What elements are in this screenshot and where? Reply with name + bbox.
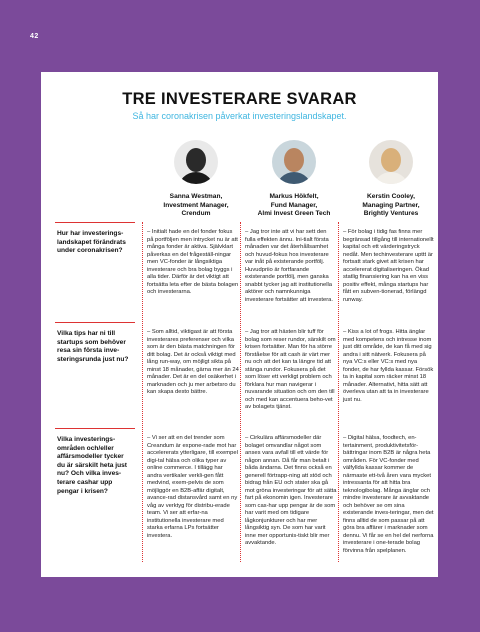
answer: – Initialt hade en del fonder fokus på portföljen men intrycket nu är att många fonder är aktiva. Självklart påverkas en del frågeställ-ningar men VC-fonder är långsiktiga investerare och bra bolag byggs i alla tider. Därför är det viktigt att fortsätta leta efter de bästa bolagen och investerarna.: [147, 229, 239, 295]
answer: – Digital hälsa, foodtech, en-tertainment, produktivitetsför-bättringar inom B2B är några heta områden. För VC-fonder med välfyllda kassar kommer de närmaste ett-två åren vara mycket intressanta för att hitta bra teknologibolag. Många änglar och mindre investerare är avvaktande och behöver se om sina existerande inves-teringar, men det finns alltid de som passar på att göra bra affärer i marknader som dennu. Vi får se en hel del nerforna investerare i one-terade bolag förvinna från spelplanen.: [343, 435, 434, 554]
avatar: [272, 140, 316, 184]
investor-2: [246, 140, 342, 219]
question: Hur har investerings-landskapet förändrats under coronakrisen?: [57, 230, 126, 255]
investor-name: Kerstin Cooley,: [367, 193, 415, 200]
column-divider: [338, 222, 339, 562]
investor-role: Investment Manager,: [163, 201, 229, 209]
row-divider: [55, 428, 135, 429]
avatar: [369, 140, 413, 184]
investor-name: Markus Hökfelt,: [269, 193, 319, 200]
column-divider: [240, 222, 241, 562]
investor-org: Crendum: [181, 210, 211, 218]
investor-name: Sanna Westman,: [169, 193, 223, 200]
answer: – För bolag i tidig fas finns mer begränsad tillgång till internationellt kapital och ett värderingstryck nedåt. Men techinvesterare upttt är fortsatt stark givet att krisen har accelererat digitaliseringen. Ökad statlig finansiering kan ha en viss positiv effekt, många startups har fått en subven-tionerad, förlängd runway.: [343, 229, 434, 303]
answer: – Jag tror att hästen blir tuff för bolag som reser rundor, särskilt om krisen fortsätter. Man för ha större förståelse för att cash är värt mer nu och att det kan ta längre tid att stänga rundor. Fokusera på det som löser ett verkligt problem och förklara hur man navigerar i nuvarande situation och om den till och med kan accentuera beho-vet av bolagets tjänst.: [245, 329, 336, 410]
investor-1: [148, 140, 244, 219]
question: Vilka investerings-områden och/eller affärsmodeller tycker du är särskilt heta just nu? Och vilka inves-terare cashar upp pengar i krisen?: [57, 436, 127, 495]
investor-role: Fund Manager,: [270, 201, 318, 209]
article-subtitle: Så har coronakrisen påverkat investeringslandskapet.: [132, 111, 347, 121]
avatar: [174, 140, 218, 184]
article-card: [41, 72, 438, 577]
question: Vilka tips har ni till startups som behöver resa sin första inve-steringsrunda just nu?: [57, 330, 129, 363]
article-title: TRE INVESTERARE SVARAR: [122, 90, 357, 108]
answer: – Jag tror inte att vi har sett den fulla effekten ännu. Ini-tialt första månaden var det återhållsamhet och huvud-fokus hos investerare var inåt på existerande portfölj. Huvudpriio är fortfarande existerande portfölj, men ganska snabbt tycker jag att institutionella aktörer och namnkunniga investerare fortsätter att investera.: [245, 229, 333, 303]
answer: – Vi ser att en del trender som Creandum är expone-rade mot har accelererats ytterligare, till exempel digi-tal hälsa och olika typer av online commerce. I tillägg har andra vertikaler verkli-gen fått medvind, exem-pelvis de som möjliggör en B2B-affär digitalt, avance-rad distansvård samt en ny våg av verktyg för distribu-erade team. Vi ser att erfar-na institutionella investerare med starka erfarna LPs fortsätter investera.: [147, 435, 238, 539]
investor-role: Managing Partner,: [362, 201, 420, 209]
answer: – Cirkulära affärsmodeller där bolaget omvandlar något som anses vara avfall till ett värde för någon annan. Då får man betalt i båda ändarna. Det finns också en generell förtrapp-ning att stöd och bidrag från EU och stater ska gå mot gröna investeringar för att sätta fart på ekonomin igen. Investerare som cas-har upp pengar är de som har varit med om tidigare lågkonjunkturer och har mer långsiktig syn. De som har varit inne mer opportunis-tiskt blir mer avvaktande.: [245, 435, 337, 546]
investor-org: Almi Invest Green Tech: [257, 210, 331, 218]
investor-name-block: [148, 193, 244, 219]
investor-name-block: [343, 193, 438, 219]
page-number: 42: [30, 33, 39, 40]
answer: – Som alltid, viktigast är att första investerares preferenser och vilka som är den bästa matchningen för ditt bolag. Det är också viktigt med lång run-way, om möjligt sikta på minst 18 månader, gärna mer än 24 månader. Det är en del osäkerhet i marknaden och ju mer arbetsro du kan skapa desto bättre.: [147, 329, 239, 395]
row-divider: [55, 322, 135, 323]
row-divider: [55, 222, 135, 223]
investor-org: Brightly Ventures: [363, 210, 419, 218]
column-divider: [142, 222, 143, 562]
answer: – Kiss a lot of frogs. Hitta änglar med kompetens och intresse inom just ditt område, de kan få med sig andra i sitt nätverk. Fokusera på nya VC:s eller VC:s med nya fonder, de har fyllda kassar. Försök ta in kapital som räcker minst 18 månader. Alternativt, hitta sätt att överleva utan att ta in investerare just nu.: [343, 329, 434, 403]
investor-name-block: [246, 193, 342, 219]
investor-3: [343, 140, 438, 219]
